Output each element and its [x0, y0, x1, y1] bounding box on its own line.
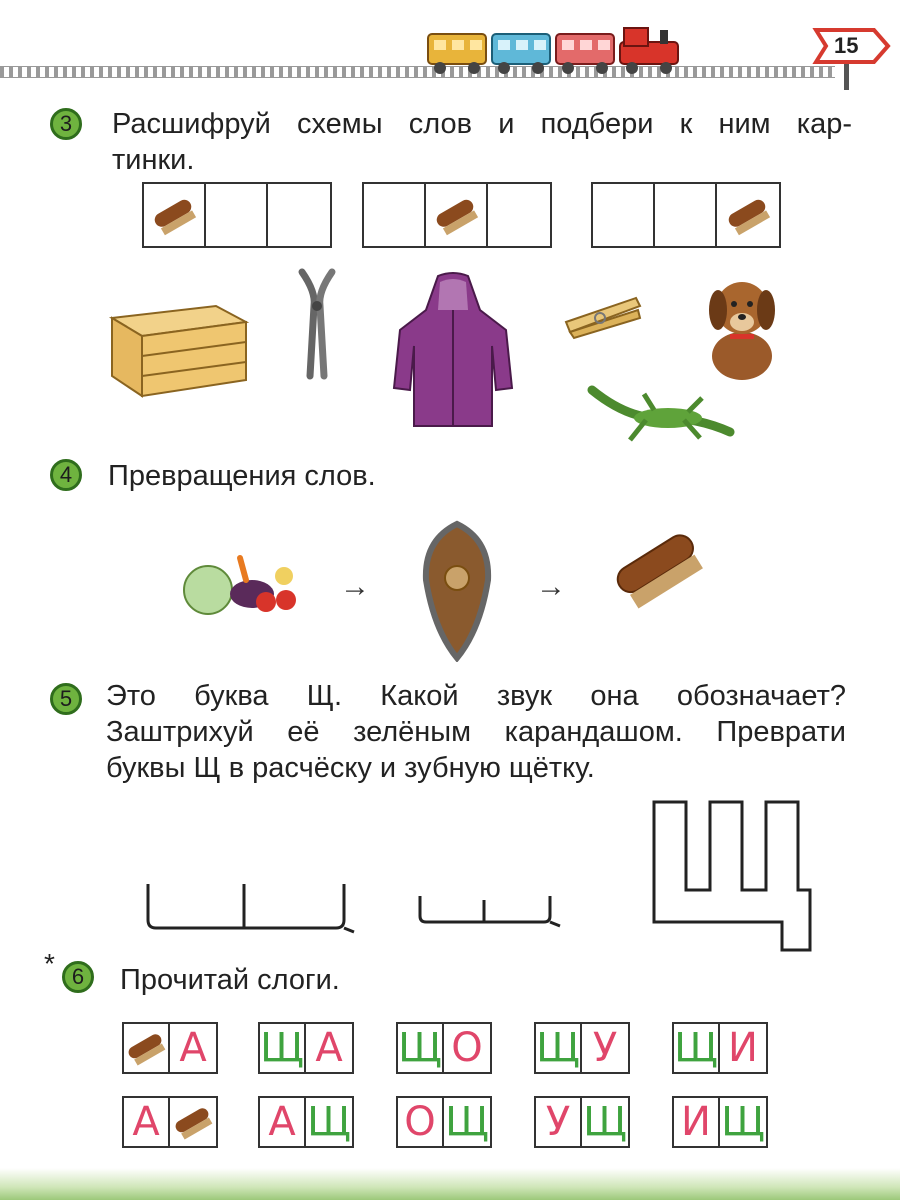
syllable-letter: [124, 1024, 170, 1072]
train-illustration: [420, 20, 690, 80]
word-scheme-3: [591, 182, 781, 248]
syllable-letter: У: [592, 1025, 618, 1071]
task-4-number: 4: [50, 459, 82, 491]
syllable-letter: И: [728, 1025, 758, 1071]
scheme-cell: [488, 184, 550, 246]
scheme-cell: [144, 184, 206, 246]
brush-icon: [148, 192, 200, 238]
syllable-letter: Щ: [674, 1024, 720, 1072]
brush-icon: [124, 1028, 168, 1068]
syllable-card: [672, 1022, 768, 1074]
scheme-cell: [717, 184, 779, 246]
syllable-card: [396, 1022, 492, 1074]
toothbrush-outline: [414, 890, 564, 932]
task-6-number: 6: [62, 961, 94, 993]
syllable-letter: Щ: [398, 1024, 444, 1072]
syllable-card: [258, 1022, 354, 1074]
crate-picture: [106, 288, 252, 400]
syllable-letter: Щ: [445, 1099, 489, 1145]
task-4-title: Превращения слов.: [108, 460, 376, 492]
syllable-card: [122, 1022, 218, 1074]
syllable-letter: А: [260, 1098, 306, 1146]
task-6-star: *: [44, 948, 55, 979]
vegetables-picture: [180, 552, 310, 616]
syllable-card: [122, 1096, 218, 1148]
scheme-cell: [593, 184, 655, 246]
lizard-picture: [584, 380, 740, 450]
task-5-text-line1: Это буква Щ. Какой звук она обозначает?: [106, 680, 846, 712]
syllable-letter: А: [315, 1025, 343, 1071]
syllable-letter: О: [398, 1098, 444, 1146]
brush-icon: [722, 192, 774, 238]
task-3-text-line2: тинки.: [112, 144, 195, 176]
page-number: 15: [834, 33, 859, 58]
syllable-letter: Щ: [260, 1024, 306, 1072]
brush-picture: [606, 520, 710, 616]
bottom-decor-band: [0, 1168, 900, 1200]
scheme-cell: [426, 184, 488, 246]
syllable-letter: Щ: [307, 1099, 351, 1145]
scheme-cell: [206, 184, 268, 246]
scheme-cell: [364, 184, 426, 246]
pliers-picture: [292, 266, 342, 380]
rail-track: [0, 66, 835, 78]
coat-picture: [388, 270, 518, 434]
syllable-letter: А: [124, 1098, 170, 1146]
syllable-letter: [170, 1098, 216, 1146]
syllable-letter: А: [179, 1025, 207, 1071]
puppy-picture: [700, 272, 786, 384]
word-scheme-2: [362, 182, 552, 248]
syllable-card: [672, 1096, 768, 1148]
scheme-cell: [268, 184, 330, 246]
clothespin-picture: [560, 292, 644, 340]
task-5-text-line2: Заштрихуй её зелёным карандашом. Преврати: [106, 716, 846, 748]
brush-icon: [430, 192, 482, 238]
task-3-number: 3: [50, 108, 82, 140]
task-3-text-line1: Расшифруй схемы слов и подбери к ним кар-: [112, 108, 852, 140]
syllable-letter: О: [451, 1025, 483, 1071]
syllable-letter: Щ: [583, 1099, 627, 1145]
transform-arrow-2: →: [536, 570, 566, 603]
letter-shch-outline: [648, 798, 816, 958]
shield-picture: [420, 520, 494, 662]
syllable-card: [396, 1096, 492, 1148]
brush-icon: [171, 1102, 215, 1142]
task-5-number: 5: [50, 683, 82, 715]
comb-outline: [140, 878, 360, 938]
syllable-letter: У: [536, 1098, 582, 1146]
syllable-letter: И: [674, 1098, 720, 1146]
syllable-card: [258, 1096, 354, 1148]
syllable-card: [534, 1096, 630, 1148]
syllable-card: [534, 1022, 630, 1074]
scheme-cell: [655, 184, 717, 246]
transform-arrow-1: →: [340, 570, 370, 603]
word-scheme-1: [142, 182, 332, 248]
syllable-letter: Щ: [536, 1024, 582, 1072]
syllable-letter: Щ: [721, 1099, 765, 1145]
task-5-text-line3: буквы Щ в расчёску и зубную щётку.: [106, 752, 595, 784]
task-6-title: Прочитай слоги.: [120, 964, 340, 996]
